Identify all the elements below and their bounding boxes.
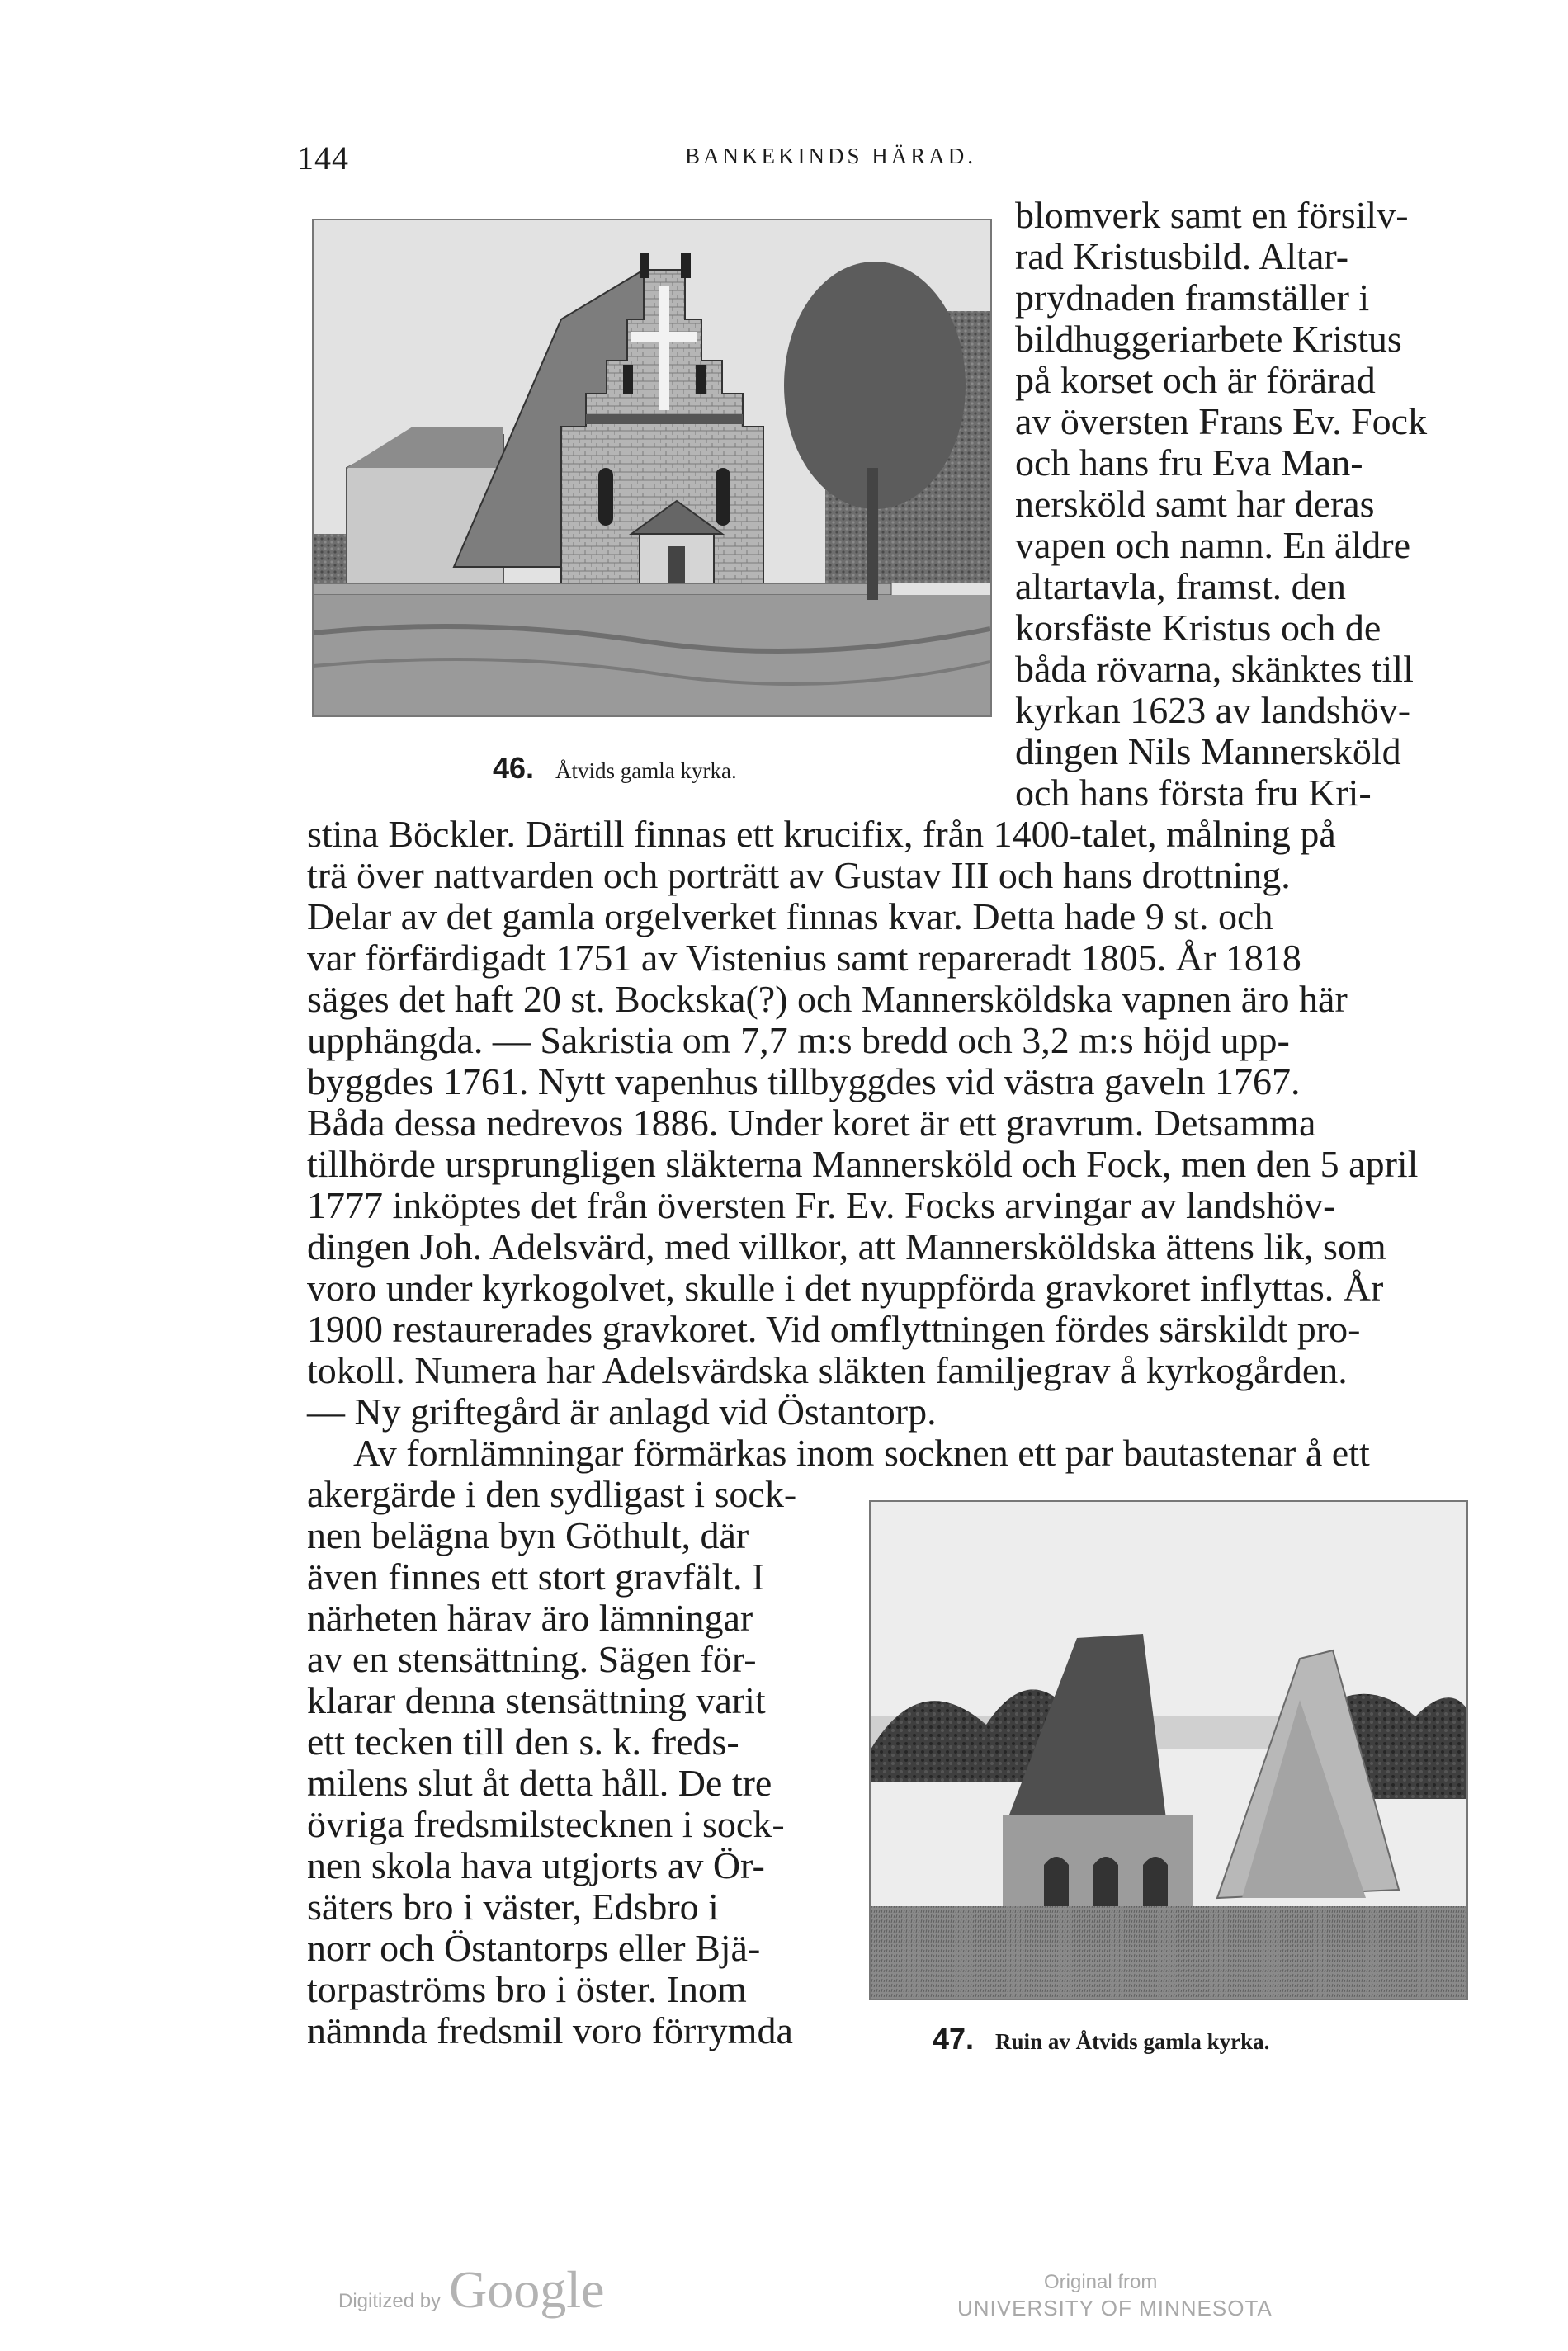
body-line: var förfärdigadt 1751 av Vistenius samt repareradt 1805. År 1818 (307, 937, 1301, 979)
right-col-line: av översten Frans Ev. Fock (1015, 400, 1428, 442)
ruin-drawing (871, 1502, 1466, 1999)
body-line: Delar av det gamla orgelverket finnas kvar. Detta hade 9 st. och (307, 895, 1273, 937)
figure-46-caption (493, 751, 737, 786)
left-col-line: även finnes ett stort gravfält. I (307, 1556, 765, 1598)
running-header: BANKEKINDS HÄRAD. (685, 144, 977, 168)
left-col-line: nämnda fredsmil voro förrymda (307, 2009, 793, 2051)
body-line: tillhörde ursprungligen släkterna Mannersköld och Fock, men den 5 april (307, 1143, 1419, 1185)
body-line: 1900 restaurerades gravkoret. Vid omflyttningen fördes särskildt pro- (307, 1308, 1361, 1350)
university-label: UNIVERSITY OF MINNESOTA (957, 2296, 1273, 2320)
figure-46-caption-text: Åtvids gamla kyrka. (555, 758, 737, 783)
body-line: voro under kyrkogolvet, skulle i det nyuppförda gravkoret inflyttas. År (307, 1267, 1384, 1309)
figure-47-ruin-photo (869, 1500, 1468, 2000)
church-drawing (314, 220, 990, 715)
left-col-line: närheten härav äro lämningar (307, 1597, 753, 1639)
right-col-line: dingen Nils Mannersköld (1015, 730, 1401, 772)
right-col-line: korsfäste Kristus och de (1015, 607, 1381, 649)
body-line: tokoll. Numera har Adelsvärdska släkten familjegrav å kyrkogården. (307, 1349, 1348, 1391)
digitized-by-label: Digitized by (338, 2290, 442, 2312)
google-logo: Google (449, 2260, 605, 2319)
left-col-line: ett tecken till den s. k. freds- (307, 1721, 739, 1763)
body-line: trä över nattvarden och porträtt av Gustav III och hans drottning. (307, 854, 1291, 896)
original-from-label: Original from (1044, 2271, 1158, 2293)
right-col-line: och hans första fru Kri- (1015, 772, 1372, 814)
body-line: dingen Joh. Adelsvärd, med villkor, att Mannersköldska ättens lik, som (307, 1225, 1386, 1268)
digitized-by-watermark (338, 2259, 604, 2320)
figure-46-church-illustration (312, 219, 992, 717)
right-col-line: och hans fru Eva Man- (1015, 441, 1363, 484)
body-line: byggdes 1761. Nytt vapenhus tillbyggdes vid västra gaveln 1767. (307, 1060, 1301, 1102)
body-line: 1777 inköptes det från översten Fr. Ev. Focks arvingar av landshöv- (307, 1184, 1336, 1226)
left-col-line: nen skola hava utgjorts av Ör- (307, 1844, 765, 1886)
right-col-line: prydnaden framställer i (1015, 276, 1370, 319)
left-col-line: säters bro i väster, Edsbro i (307, 1886, 719, 1928)
body-line: — Ny griftegård är anlagd vid Östantorp. (307, 1390, 937, 1433)
left-col-line: torpaströms bro i öster. Inom (307, 1968, 747, 2010)
figure-47-caption-text: Ruin av Åtvids gamla kyrka. (995, 2029, 1270, 2054)
right-col-line: kyrkan 1623 av landshöv- (1015, 689, 1411, 731)
left-col-line: nen belägna byn Göthult, där (307, 1514, 749, 1556)
left-col-line: övriga fredsmilstecknen i sock- (307, 1803, 785, 1845)
body-line: upphängda. — Sakristia om 7,7 m:s bredd och 3,2 m:s höjd upp- (307, 1019, 1290, 1061)
right-col-line: blomverk samt en försilv- (1015, 194, 1409, 236)
left-col-line: klarar denna stensättning varit (307, 1679, 766, 1721)
figure-46-number: 46. (493, 751, 535, 785)
page-number: 144 (297, 139, 349, 177)
figure-47-caption (933, 2022, 1269, 2056)
right-col-line: båda rövarna, skänktes till (1015, 648, 1414, 690)
right-col-line: på korset och är förärad (1015, 359, 1376, 401)
right-col-line: vapen och namn. En äldre (1015, 524, 1410, 566)
left-col-line: milens slut åt detta håll. De tre (307, 1762, 772, 1804)
body-line: Båda dessa nedrevos 1886. Under koret är ett gravrum. Detsamma (307, 1102, 1316, 1144)
left-col-line: akergärde i den sydligast i sock- (307, 1473, 797, 1515)
body-line: säges det haft 20 st. Bockska(?) och Mannersköldska vapnen äro här (307, 978, 1348, 1020)
left-col-line: norr och Östantorps eller Bjä- (307, 1927, 761, 1969)
right-col-line: bildhuggeriarbete Kristus (1015, 318, 1402, 360)
body-line: stina Böckler. Därtill finnas ett krucifix, från 1400-talet, målning på (307, 813, 1336, 855)
figure-47-number: 47. (933, 2022, 975, 2056)
left-col-line: av en stensättning. Sägen för- (307, 1638, 757, 1680)
right-col-line: altartavla, framst. den (1015, 565, 1347, 607)
right-col-line: rad Kristusbild. Altar- (1015, 235, 1349, 277)
right-col-line: nersköld samt har deras (1015, 483, 1375, 525)
body-line: Av fornlämningar förmärkas inom socknen ett par bautastenar å ett (353, 1432, 1370, 1474)
